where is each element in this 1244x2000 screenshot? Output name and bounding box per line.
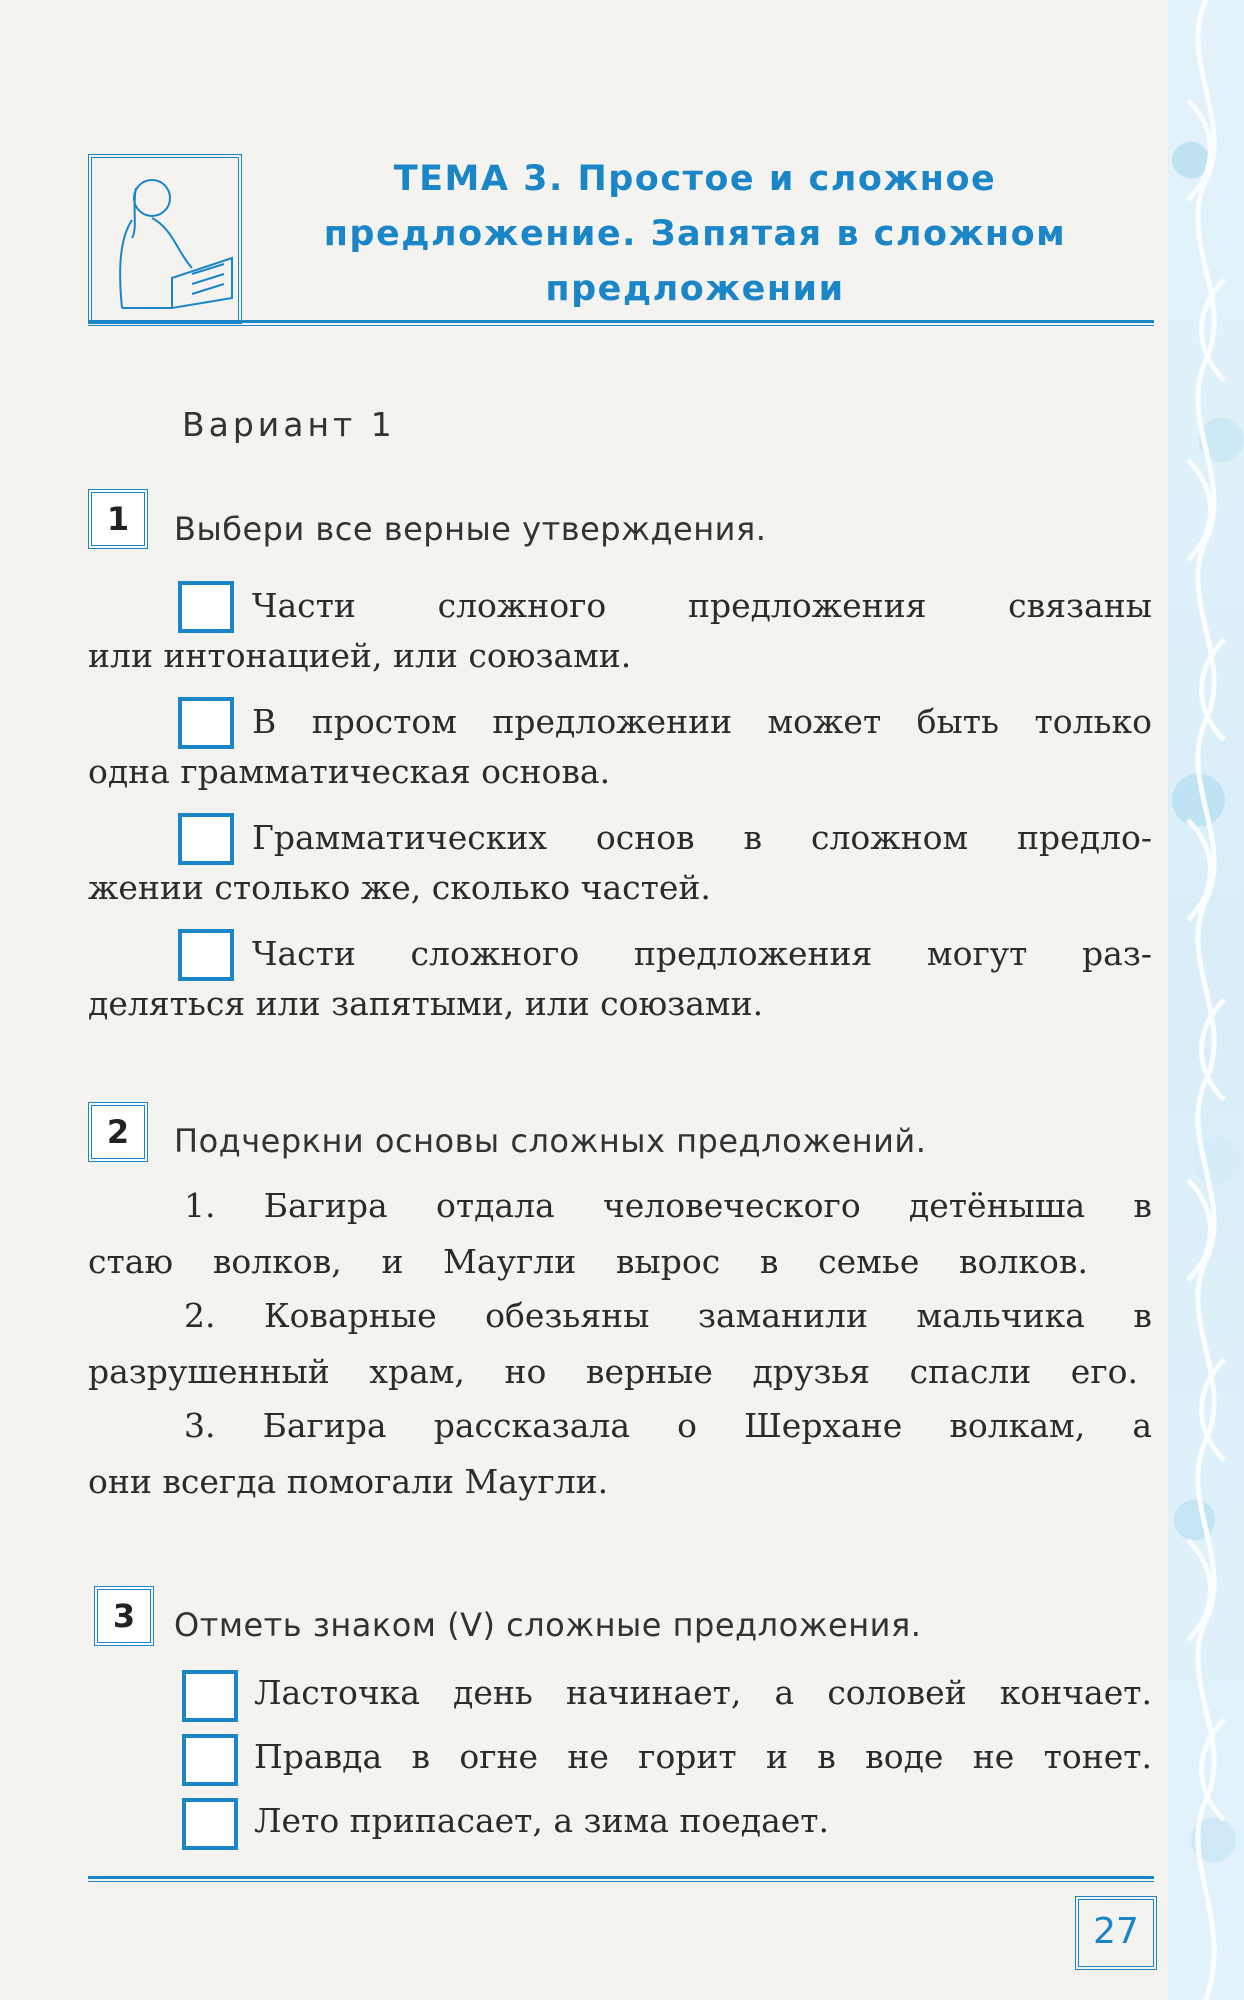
task-1-option-2-line-2: одна грамматическая основа. [88, 752, 611, 791]
task-1-option-3-line-2: жении столько же, сколько частей. [88, 868, 711, 907]
task-2-sentence-2-line-2 [88, 1352, 1152, 1391]
header-illustration [88, 154, 242, 324]
task-1-number: 1 [88, 489, 148, 549]
topic-title-line-1: ТЕМА 3. Простое и сложное [393, 159, 997, 199]
task-1-option-2-line-1 [252, 702, 1152, 741]
task-3-option-3-text: Лето припасает, а зима поедает. [254, 1801, 830, 1840]
task-3-option-1-text: Ласточка день начинает, а соловей кончает. [254, 1673, 1152, 1712]
task-3-option-3-checkbox[interactable] [182, 1798, 238, 1850]
task-1-option-4-line-1 [252, 934, 1152, 973]
topic-title-line-2: предложение. Запятая в сложном [323, 214, 1067, 254]
task-2-sentence-2-cont: разрушенный храм, но верные друзья спасли его. [88, 1352, 1138, 1391]
task-3-prompt: Отметь знаком (V) сложные предложения. [174, 1606, 922, 1644]
variant-label: Вариант 1 [182, 405, 396, 444]
task-2-sentence-3-line-2: они всегда помогали Маугли. [88, 1462, 609, 1501]
header-divider [88, 320, 1154, 326]
task-3-option-2-checkbox[interactable] [182, 1734, 238, 1786]
footer-divider [88, 1876, 1154, 1882]
task-1-option-3-line-1 [252, 818, 1152, 857]
decorative-border [1168, 0, 1244, 2000]
task-1-option-1-line-1 [252, 586, 1152, 625]
task-1-option-3-text: Грамматических основ в сложном предло- [252, 818, 1152, 857]
task-1-option-4-checkbox[interactable] [178, 929, 234, 981]
topic-title-line-3: предложении [545, 269, 845, 309]
page-number: 27 [1075, 1896, 1157, 1970]
task-1-option-1-line-2: или интонацией, или союзами. [88, 636, 632, 675]
task-1-option-1-text: Части сложного предложения связаны [252, 586, 1152, 625]
task-2-sentence-1-cont: стаю волков, и Маугли вырос в семье волков. [88, 1242, 1088, 1281]
task-3-number: 3 [94, 1586, 154, 1646]
task-2-sentence-2-line-1 [184, 1296, 1152, 1335]
task-3-option-1-checkbox[interactable] [182, 1670, 238, 1722]
task-3-option-2-text: Правда в огне не горит и в воде не тонет. [254, 1737, 1152, 1776]
task-2-number: 2 [88, 1102, 148, 1162]
task-1-option-4-text: Части сложного предложения могут раз- [252, 934, 1152, 973]
topic-title [300, 152, 1090, 317]
task-2-sentence-1-line-1 [184, 1186, 1152, 1225]
task-1-option-1-checkbox[interactable] [178, 581, 234, 633]
task-2-sentence-1-text: 1. Багира отдала человеческого детёныша в [184, 1186, 1152, 1225]
task-1-option-4-line-2: деляться или запятыми, или союзами. [88, 984, 764, 1023]
task-1-prompt: Выбери все верные утверждения. [174, 510, 767, 548]
task-1-option-2-checkbox[interactable] [178, 697, 234, 749]
task-3-option-1-line [254, 1673, 1152, 1712]
task-2-prompt: Подчеркни основы сложных предложений. [174, 1122, 927, 1160]
task-2-sentence-1-line-2 [88, 1242, 1152, 1281]
task-3-option-2-line [254, 1737, 1152, 1776]
task-2-sentence-3-text: 3. Багира рассказала о Шерхане волкам, а [184, 1406, 1152, 1445]
task-1-option-3-checkbox[interactable] [178, 813, 234, 865]
task-2-sentence-2-text: 2. Коварные обезьяны заманили мальчика в [184, 1296, 1152, 1335]
task-2-sentence-3-line-1 [184, 1406, 1152, 1445]
task-1-option-2-text: В простом предложении может быть только [252, 702, 1152, 741]
